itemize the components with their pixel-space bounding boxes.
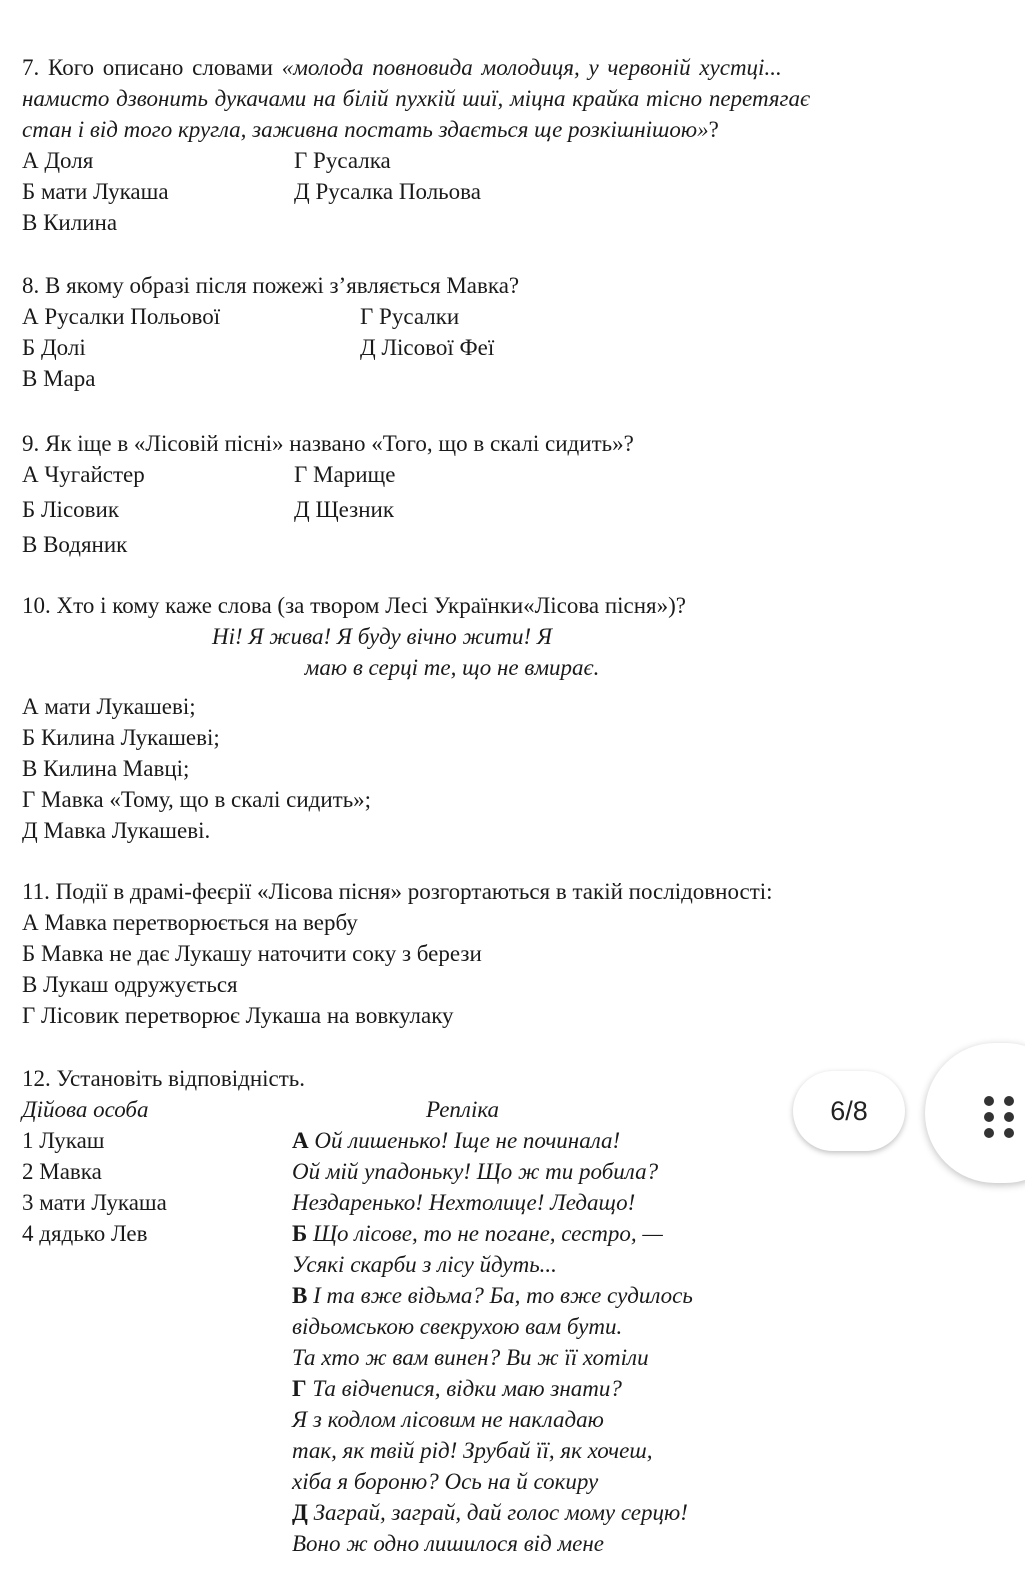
q10-option-a: А мати Лукашеві;	[22, 694, 196, 719]
q12-person-2: 2 Мавка	[22, 1159, 102, 1184]
q12-replica-line	[292, 1249, 1012, 1280]
q10-quote-line-2: маю в серці те, що не вмирає.	[304, 655, 600, 680]
question-11	[22, 876, 1012, 1031]
q12-replica-text: Та відчепися, відки маю знати?	[312, 1376, 622, 1401]
q10-title: 10. Хто і кому каже слова (за твором Лесі Українки«Лісова пісня»)?	[22, 593, 687, 618]
q12-replica-letter: А	[292, 1128, 309, 1153]
q10-option-b: Б Килина Лукашеві;	[22, 725, 220, 750]
q12-replica-line	[292, 1373, 1012, 1404]
q7-option-a: А Доля	[22, 148, 94, 173]
q12-replica-line	[292, 1404, 1012, 1435]
q12-replica-text: Я з кодлом лісовим не накладаю	[292, 1407, 604, 1432]
q12-replica-text: так, як твій рід! Зрубай її, як хочеш,	[292, 1438, 653, 1463]
q12-replica-text: Воно ж одно лишилося від мене	[292, 1531, 604, 1556]
q9-title: 9. Як іще в «Лісовій пісні» названо «Того, що в скалі сидить»?	[22, 431, 634, 456]
q11-options	[22, 907, 1012, 1031]
q11-option-b: Б Мавка не дає Лукашу наточити соку з берези	[22, 941, 482, 966]
q10-option-v: В Килина Мавці;	[22, 756, 190, 781]
q12-col-replica: Репліка	[426, 1097, 500, 1122]
q8-option-g: Г Русалки	[360, 304, 460, 329]
question-8	[22, 270, 1012, 394]
q9-option-d: Д Щезник	[294, 497, 395, 522]
q7-line-3	[22, 114, 1012, 145]
q12-replica-line	[292, 1187, 1012, 1218]
q9-option-b: Б Лісовик	[22, 497, 119, 522]
q11-title: 11. Події в драмі-феєрії «Лісова пісня» розгортаються в такій послідовності:	[22, 879, 773, 904]
q11-option-v: В Лукаш одружується	[22, 972, 238, 997]
q8-title: 8. В якому образі після пожежі з’являється Мавка?	[22, 273, 520, 298]
q12-person-1: 1 Лукаш	[22, 1128, 105, 1153]
q12-replica-line	[292, 1311, 1012, 1342]
q12-replica-text: Усякі скарби з лісу йдуть...	[292, 1252, 557, 1277]
q12-replica-text: Ой лишенько! Іще не починала!	[314, 1128, 621, 1153]
q8-option-a: А Русалки Польової	[22, 304, 221, 329]
q9-option-a: А Чугайстер	[22, 462, 145, 487]
q12-replica-letter: В	[292, 1283, 308, 1308]
q9-option-v: В Водяник	[22, 532, 128, 557]
q8-option-b: Б Долі	[22, 335, 86, 360]
q10-quote	[22, 621, 632, 683]
q12-replica-line	[292, 1125, 1012, 1156]
q8-option-empty	[360, 363, 1012, 394]
q7-option-empty	[294, 207, 1012, 238]
q7-line-1	[22, 52, 1012, 83]
q12-replica-text: Нездаренько! Нехтолице! Ледащо!	[292, 1190, 636, 1215]
q12-replicas	[292, 1125, 1012, 1559]
question-10	[22, 590, 1012, 846]
q12-replica-letter: Б	[292, 1221, 308, 1246]
page-indicator: 6/8	[793, 1071, 905, 1151]
q12-replica-line	[292, 1528, 1012, 1559]
q7-option-v: В Килина	[22, 210, 118, 235]
q12-matching-table	[22, 1125, 1012, 1559]
q12-replica-line	[292, 1342, 1012, 1373]
q12-replica-line	[292, 1497, 1012, 1528]
q12-replica-text: І та вже відьма? Ба, то вже судилось	[313, 1283, 693, 1308]
q8-options	[22, 301, 1012, 394]
grid-dots-icon	[982, 1090, 1025, 1140]
q12-title: 12. Установіть відповідність.	[22, 1066, 306, 1091]
q12-replica-line	[292, 1218, 1012, 1249]
q7-line-2: намисто дзвонить дукачами на білій пухкій шиї, міцна крайка тісно перетягає	[22, 86, 811, 111]
question-9	[22, 428, 1012, 560]
q12-replica-line	[292, 1280, 1012, 1311]
q7-option-g: Г Русалка	[294, 148, 391, 173]
q9-option-g: Г Марище	[294, 462, 396, 487]
q12-replica-line	[292, 1466, 1012, 1497]
q7-option-b: Б мати Лукаша	[22, 179, 169, 204]
document-page	[22, 52, 1012, 1573]
q7-prefix: 7. Кого описано словами	[22, 55, 282, 80]
q12-replica-letter: Г	[292, 1376, 307, 1401]
q8-option-v: В Мара	[22, 366, 96, 391]
q12-replica-text: Та хто ж вам винен? Ви ж її хотіли	[292, 1345, 649, 1370]
q12-persons	[22, 1125, 292, 1559]
q9-option-empty	[294, 529, 1012, 560]
q7-options	[22, 145, 1012, 238]
q10-option-g: Г Мавка «Тому, що в скалі сидить»;	[22, 787, 372, 812]
q12-replica-text: Ой мій упадоньку! Що ж ти робила?	[292, 1159, 659, 1184]
q12-replica-text: хіба я бороню? Ось на й сокиру	[292, 1469, 599, 1494]
q10-quote-line-1: Ні! Я жива! Я буду вічно жити! Я	[212, 624, 553, 649]
q12-col-person: Дійова особа	[22, 1097, 149, 1122]
q11-option-g: Г Лісовик перетворює Лукаша на вовкулаку	[22, 1003, 454, 1028]
q8-option-d: Д Лісової Феї	[360, 335, 495, 360]
q7-question-mark: ?	[708, 117, 719, 142]
q12-replica-text: Що лісове, то не погане, сестро, —	[312, 1221, 663, 1246]
question-7	[22, 52, 1012, 238]
q11-option-a: А Мавка перетворюється на вербу	[22, 910, 358, 935]
q12-person-3: 3 мати Лукаша	[22, 1190, 167, 1215]
q7-quote-part-1: «молода повновида молодиця, у червоній хустці...	[281, 55, 782, 80]
q10-option-d: Д Мавка Лукашеві.	[22, 818, 211, 843]
q12-replica-text: Заграй, заграй, дай голос мому серцю!	[313, 1500, 688, 1525]
q12-replica-letter: Д	[292, 1500, 308, 1525]
q9-options	[22, 459, 1012, 560]
q12-replica-line	[292, 1435, 1012, 1466]
q7-option-d: Д Русалка Польова	[294, 179, 481, 204]
q7-quote-part-3: стан і від того кругла, заживна постать здається ще розкішнішою»	[22, 117, 709, 142]
q12-person-4: 4 дядько Лев	[22, 1221, 148, 1246]
q12-replica-line	[292, 1156, 1012, 1187]
q12-replica-text: відьомською свекрухою вам бути.	[292, 1314, 623, 1339]
q10-options	[22, 691, 1012, 846]
